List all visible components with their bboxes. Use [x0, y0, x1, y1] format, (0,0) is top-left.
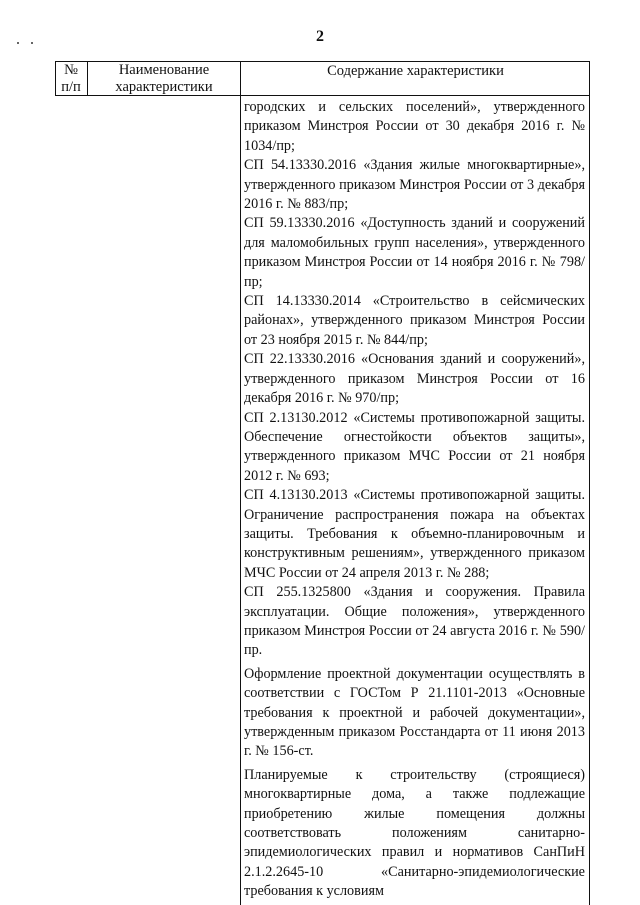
- scan-speck: [31, 42, 33, 44]
- header-name-cell: [88, 62, 240, 96]
- paragraph-sp-2: СП 2.13130.2012 «Системы противопожарной защиты. Обеспечение огнестойкости объектов защиты», утвержденного приказом МЧС России от 21 ноября 2012 г. № 693;: [244, 409, 585, 484]
- header-number-line2: п/п: [61, 79, 81, 95]
- paragraph-sp-54: СП 54.13330.2016 «Здания жилые многоквартирные», утвержденного приказом Минстроя России от 3 декабря 2016 г. № 883/пр;: [244, 157, 585, 213]
- column-divider-2: [240, 61, 241, 905]
- characteristics-table: [55, 61, 590, 905]
- table-right-border: [589, 61, 590, 905]
- header-number-cell: [55, 62, 87, 96]
- paragraph-documentation: Оформление проектной документации осуществлять в соответствии с ГОСТом Р 21.1101-2013 «Основные требования к проектной и рабочей документации», утвержденным приказом Росстандарта от 11 июня 2013 г. № 156-ст.: [244, 665, 585, 760]
- header-number-line1: №: [64, 62, 78, 78]
- page-number: 2: [316, 28, 324, 45]
- header-name-line2: характеристики: [115, 79, 213, 95]
- scan-speck: [17, 42, 19, 44]
- paragraph-sp-59: СП 59.13330.2016 «Доступность зданий и сооружений для маломобильных групп населения», утвержденного приказом Минстроя России от 14 ноября 2016 г. № 798/пр;: [244, 215, 585, 290]
- header-name-line1: Наименование: [118, 62, 210, 78]
- paragraph-sp-4: СП 4.13130.2013 «Системы противопожарной защиты. Ограничение распространения пожара на объектах защиты. Требования к объемно-планировочным и конструктивным решениям», утвержденного приказом МЧС России от 24 апреля 2013 г. № 288;: [244, 487, 585, 581]
- paragraph-sp-255: СП 255.1325800 «Здания и сооружения. Правила эксплуатации. Общие положения», утвержденного приказом Минстроя России от 24 августа 2016 г. № 590/пр.: [244, 584, 585, 659]
- content-column: [244, 98, 585, 902]
- paragraph-sp-22: СП 22.13330.2016 «Основания зданий и сооружений», утвержденного приказом Минстроя России от 16 декабря 2016 г. № 970/пр;: [244, 351, 585, 407]
- header-content-cell: Содержание характеристики: [327, 63, 504, 79]
- paragraph-continuation: городских и сельских поселений», утвержденного приказом Минстроя России от 30 декабря 2016 г. № 1034/пр;: [244, 99, 585, 154]
- paragraph-sanitary: Планируемые к строительству (строящиеся) многоквартирные дома, а также подлежащие приобретению жилые помещения должны соответствовать положениям санитарно-эпидемиологических правил и нормативов СанПиН 2.1.2.2645-10 «Санитарно-эпидемиологические требования к условиям: [244, 766, 585, 900]
- paragraph-sp-14: СП 14.13330.2014 «Строительство в сейсмических районах», утвержденного приказом Минстроя России от 23 ноября 2015 г. № 844/пр;: [244, 293, 585, 348]
